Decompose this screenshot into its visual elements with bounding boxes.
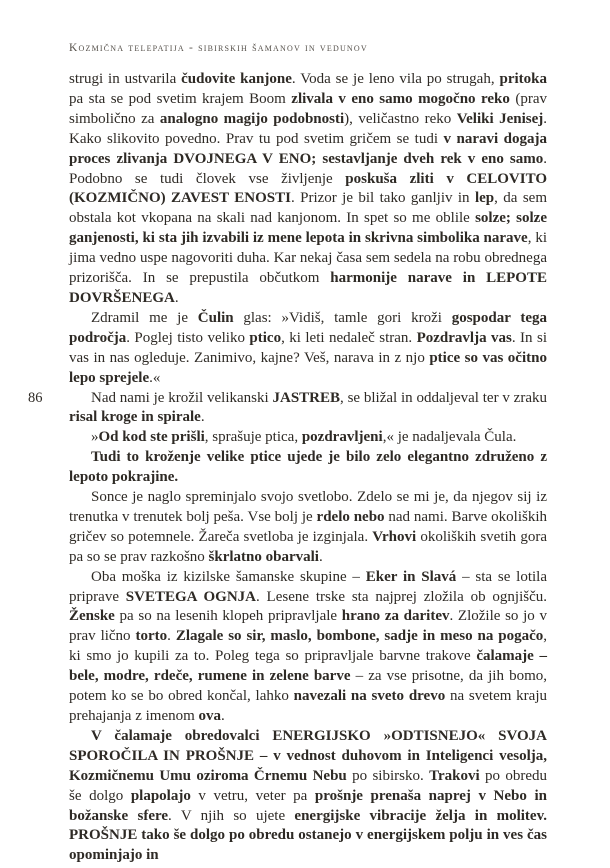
text-run: Oba moška iz kizilske šamanske skupine –: [91, 568, 366, 585]
body-text: [69, 70, 547, 866]
paragraph: [69, 448, 547, 488]
text-run: . Lesene trske sta najprej zložila ob ognjišču.: [255, 588, 547, 605]
paragraph: [69, 428, 547, 448]
text-run: po obredu še dolgo: [69, 767, 547, 804]
bold-text-run: lep: [474, 190, 495, 207]
bold-text-run: solze; solze ganjenosti, ki sta jih izvabili iz mene lepota in skrivna simbolika narave: [69, 210, 547, 247]
paragraph: [69, 488, 547, 568]
text-run: Sonce je naglo spreminjalo svojo svetlobo. Zdelo se mi je, da njegov sij iz trenutka v trenutek bolj peša. Vse bolj je: [69, 489, 547, 525]
text-run: . Poglej tisto veliko: [126, 329, 250, 346]
bold-text-run: Eker in Slavá: [365, 568, 457, 585]
bold-text-run: ova: [198, 708, 222, 724]
bold-text-run: ptico: [249, 329, 282, 346]
bold-text-run: Vrhovi: [372, 528, 417, 545]
text-run: – sta se lotila priprave: [69, 568, 547, 605]
text-run: v vetru, veter pa: [190, 787, 315, 804]
text-run: . In si vas in nas ogleduje. Zanimivo, kajne? Veš, narava in z njo: [69, 329, 547, 366]
text-run: .: [167, 628, 176, 645]
text-run: .: [318, 548, 323, 565]
bold-text-run: pozdravljeni: [301, 429, 383, 446]
paragraph: [69, 70, 547, 309]
bold-text-run: gospodar tega področja: [69, 309, 548, 346]
bold-text-run: čalamaje – bele, modre, rdeče, rumene in zelene barve: [69, 648, 547, 685]
bold-text-run: Pozdravlja vas: [416, 329, 512, 346]
bold-text-run: čudovite kanjone: [181, 71, 292, 87]
bold-text-run: ptice so vas očitno lepo sprejele: [69, 349, 547, 386]
text-run: »: [91, 429, 99, 446]
text-run: (prav simbolično za: [69, 90, 548, 127]
bold-text-run: Trakovi: [429, 767, 480, 784]
page-number: 86: [28, 390, 43, 406]
text-run: .: [174, 289, 179, 306]
text-run: nad nami. Barve okoliških gričev so potemnele. Žareča svetloba je izginjala.: [69, 508, 547, 545]
text-run: . Voda se je leno vila po strugah,: [291, 71, 500, 87]
text-run: , ki smo jo kupili za to. Poleg tega so pripravljale barvne trakove: [69, 628, 548, 665]
bold-text-run: Ženske: [69, 608, 115, 625]
text-run: , da sem obstala kot vkopana na skali nad kanjonom. In spet so me oblile: [69, 190, 548, 227]
text-run: . Zložile so jo v prav lično: [69, 608, 547, 645]
text-run: na svetem kraju prehajanja z imenom: [69, 688, 548, 724]
text-run: . Kako slikovito povedno. Prav tu pod svetim gričem se tudi: [69, 110, 547, 147]
bold-text-run: energijske vibracije želja in molitev. PROŠNJE tako še dolgo po obredu ostanejo v energijskem polju in ves čas opominjajo in: [69, 807, 547, 864]
text-run: ), veličastno reko: [344, 110, 457, 127]
text-run: , se bližal in oddaljeval ter v zraku: [340, 389, 547, 406]
running-header: Kozmična telepatija - sibirskih šamanov in vedunov: [69, 42, 368, 54]
bold-text-run: hrano za daritev: [341, 608, 450, 625]
text-run: . V njih so ujete: [168, 807, 295, 824]
text-run: , sprašuje ptica,: [204, 429, 302, 446]
paragraph: [69, 389, 547, 429]
bold-text-run: V čalamaje obredovalci ENERGIJSKO »ODTISNEJO« SVOJA SPOROČILA IN PROŠNJE – v vednost duhovom in Inteligenci vesolja, Kozmičnemu Umu oziroma Črnemu Nebu: [69, 727, 547, 784]
bold-text-run: škrlatno obarvali: [208, 548, 319, 565]
bold-text-run: Tudi to kroženje velike ptice ujede je bilo zelo elegantno združeno z lepoto pokrajine.: [69, 449, 547, 486]
text-run: – za vse prisotne, da jih bomo, potem ko se bo obred končal, lahko: [69, 668, 547, 705]
text-run: glas: »Vidiš, tamle gori kroži: [233, 309, 452, 326]
text-run: .«: [149, 369, 161, 386]
bold-text-run: rdelo nebo: [316, 508, 385, 525]
bold-text-run: navezali na sveto drevo: [293, 688, 446, 705]
bold-text-run: zlivala v eno samo mogočno reko: [291, 90, 510, 107]
paragraph: [69, 309, 547, 389]
bold-text-run: risal kroge in spirale: [69, 409, 201, 426]
text-run: pa sta se pod svetim krajem Boom: [69, 90, 292, 107]
bold-text-run: pritoka: [499, 71, 547, 87]
bold-text-run: prošnje prenaša naprej v Nebo in božanske sfere: [69, 787, 547, 824]
text-run: okoliških svetih gora pa so se prav razkošno: [69, 528, 547, 565]
text-run: Zdramil me je: [91, 309, 198, 326]
bold-text-run: harmonije narave in LEPOTE DOVRŠENEGA: [69, 270, 547, 306]
paragraph: [69, 568, 547, 727]
text-run: . Prizor je bil tako ganljiv in: [290, 190, 475, 207]
bold-text-run: torto: [135, 628, 168, 645]
bold-text-run: v naravi dogaja proces zlivanja DVOJNEGA V ENO; sestavljanje dveh rek v eno samo: [69, 130, 547, 167]
text-run: .: [200, 409, 205, 426]
text-run: . Podobno se tudi človek vse življenje: [69, 150, 547, 187]
bold-text-run: Veliki Jenisej: [456, 110, 544, 127]
bold-text-run: analogno magijo podobnosti: [159, 110, 345, 127]
text-run: , ki leti nedaleč stran.: [281, 329, 417, 346]
bold-text-run: poskuša zliti v CELOVITO (KOZMIČNO) ZAVEST ENOSTI: [69, 170, 547, 207]
text-run: .: [221, 708, 225, 724]
text-run: pa so na lesenih klopeh pripravljale: [114, 608, 342, 625]
text-run: ,« je nadaljevala Čula.: [382, 429, 517, 446]
bold-text-run: JASTREB: [272, 389, 341, 406]
bold-text-run: plapolajo: [130, 787, 191, 804]
bold-text-run: SVETEGA OGNJA: [125, 588, 256, 605]
text-run: strugi in ustvarila: [69, 71, 182, 87]
text-run: , ki jima vedno uspe nagovoriti duha. Kar nekaj časa sem sedela na robu obrednega prizorišča. In se prepustila občutkom: [69, 230, 547, 287]
text-run: po sibirsko.: [346, 767, 430, 784]
bold-text-run: Čulin: [197, 309, 234, 326]
bold-text-run: Zlagale so sir, maslo, bombone, sadje in meso na pogačo: [175, 628, 544, 645]
paragraph: [69, 727, 547, 866]
text-run: Nad nami je krožil velikanski: [91, 389, 273, 406]
bold-text-run: Od kod ste prišli: [98, 429, 205, 446]
